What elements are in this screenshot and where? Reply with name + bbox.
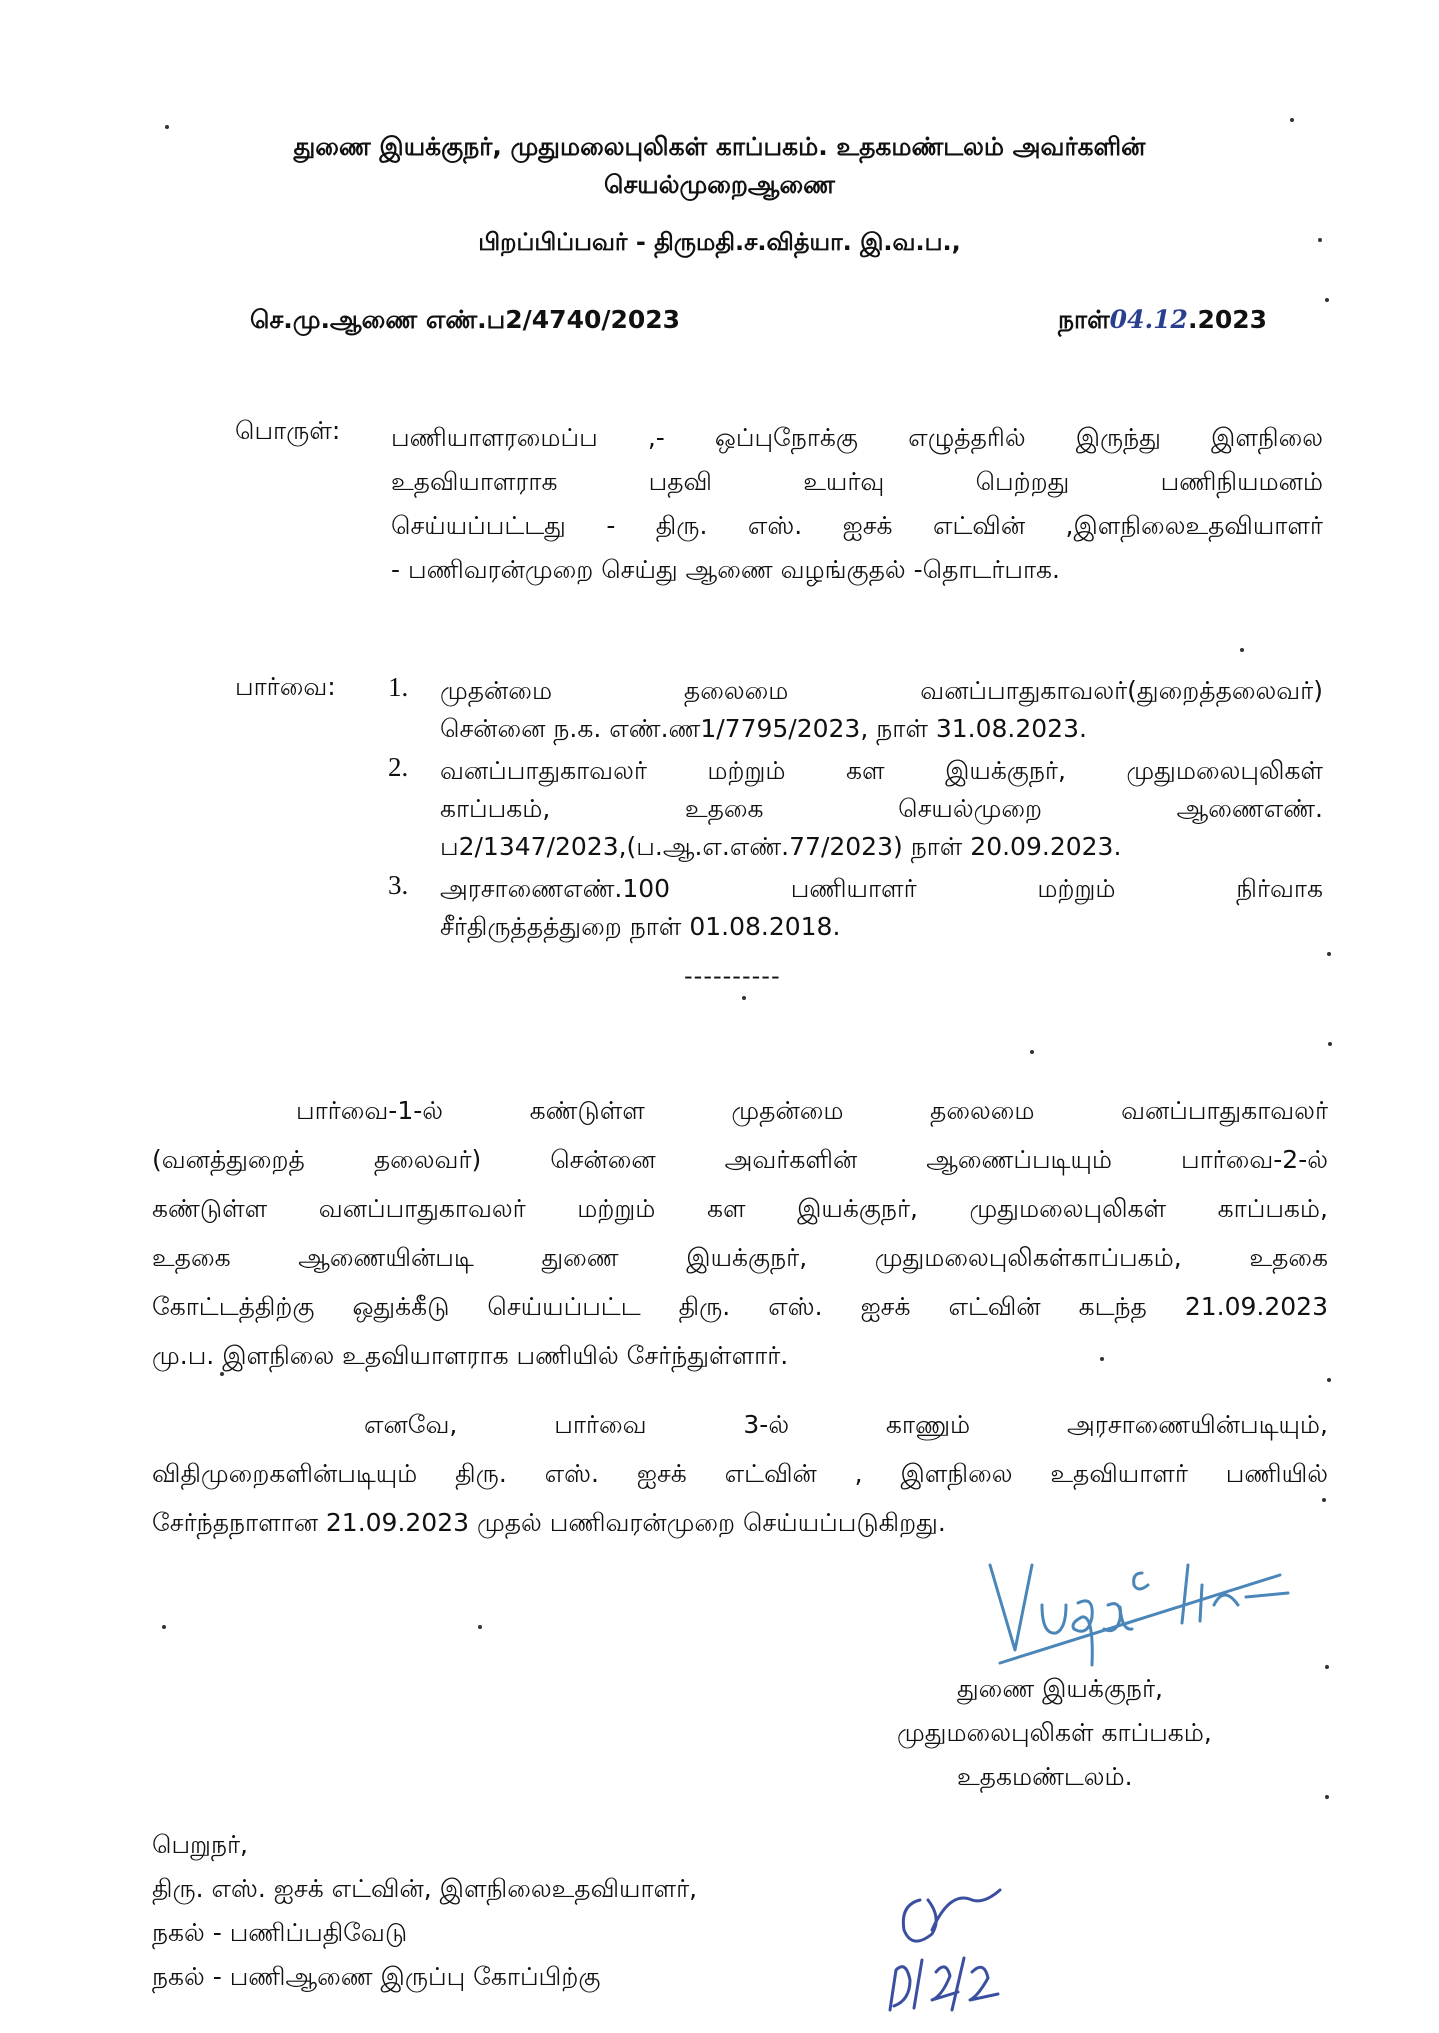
body-paragraph-2: [152, 1400, 1328, 1547]
references-label: பார்வை:: [235, 672, 336, 701]
copy-to-order-file: நகல் - பணிஆணை இருப்பு கோப்பிற்கு: [152, 1962, 601, 1991]
reference-line: ப2/1347/2023,(ப.ஆ.எ.எண்.77/2023) நாள் 20.09.2023.: [440, 832, 1122, 861]
body-paragraph-1: [152, 1086, 1328, 1380]
issued-by: பிறப்பிப்பவர் - திருமதி.ச.வித்யா. இ.வ.ப.,: [478, 228, 961, 256]
signatory-office: முதுமலைபுலிகள் காப்பகம்,: [897, 1718, 1212, 1747]
separator-line: ----------: [684, 962, 781, 990]
reference-line: அரசாணைஎண்.100 பணியாளர் மற்றும் நிர்வாக: [440, 874, 1323, 903]
order-number: செ.மு.ஆணை எண்.ப2/4740/2023: [250, 305, 681, 334]
references-list: [388, 672, 1323, 950]
body-line: மு.ப. இளநிலை உதவியாளராக பணியில் சேர்ந்துள்ளார்.: [152, 1341, 789, 1370]
reference-line: சீர்திருத்தத்துறை நாள் 01.08.2018.: [440, 912, 841, 941]
body-line: கோட்டத்திற்கு ஒதுக்கீடு செய்யப்பட்ட திரு. எஸ். ஐசக் எட்வின் கடந்த 21.09.2023: [152, 1292, 1328, 1321]
date-handwritten: 04.12: [1109, 305, 1188, 334]
body-line: சேர்ந்தநாளான 21.09.2023 முதல் பணிவரன்முறை செய்யப்படுகிறது.: [152, 1508, 946, 1537]
reference-item: [388, 672, 1323, 752]
recipient-label: பெறுநர்,: [152, 1830, 249, 1859]
order-title-line1: துணை இயக்குநர், முதுமலைபுலிகள் காப்பகம். உதகமண்டலம் அவர்களின்: [293, 132, 1146, 161]
subject-block: [391, 416, 1323, 592]
subject-label: பொருள்:: [235, 416, 341, 445]
date-year: .2023: [1187, 305, 1268, 334]
order-title-line2: செயல்முறைஆணை: [603, 170, 835, 199]
subject-line: செய்யப்பட்டது - திரு. எஸ். ஐசக் எட்வின் ,இளநிலைஉதவியாளர்: [391, 511, 1323, 540]
date-label: நாள்: [1058, 305, 1110, 334]
body-line: எனவே, பார்வை 3-ல் காணும் அரசாணையின்படியும்,: [364, 1410, 1328, 1439]
reference-number: 3.: [388, 870, 409, 900]
body-line: (வனத்துறைத் தலைவர்) சென்னை அவர்களின் ஆணைப்படியும் பார்வை-2-ல்: [152, 1145, 1328, 1174]
reference-line: வனப்பாதுகாவலர் மற்றும் கள இயக்குநர், முதுமலைபுலிகள்: [440, 756, 1323, 785]
subject-line: - பணிவரன்முறை செய்து ஆணை வழங்குதல் -தொடர்பாக.: [391, 555, 1060, 584]
body-line: பார்வை-1-ல் கண்டுள்ள முதன்மை தலைமை வனப்பாதுகாவலர்: [296, 1096, 1328, 1125]
reference-number: 1.: [388, 672, 409, 702]
subject-line: பணியாளரமைப்ப ,- ஒப்புநோக்கு எழுத்தரில் இருந்து இளநிலை: [391, 423, 1323, 452]
body-line: கண்டுள்ள வனப்பாதுகாவலர் மற்றும் கள இயக்குநர், முதுமலைபுலிகள் காப்பகம்,: [152, 1194, 1328, 1223]
reference-line: காப்பகம், உதகை செயல்முறை ஆணைஎண்.: [440, 794, 1323, 823]
body-line: உதகை ஆணையின்படி துணை இயக்குநர், முதுமலைபுலிகள்காப்பகம், உதகை: [152, 1243, 1328, 1272]
reference-item: [388, 870, 1323, 950]
reference-line: முதன்மை தலைமை வனப்பாதுகாவலர்(துறைத்தலைவர்): [440, 676, 1323, 705]
body-line: விதிமுறைகளின்படியும் திரு. எஸ். ஐசக் எட்வின் , இளநிலை உதவியாளர் பணியில்: [152, 1459, 1328, 1488]
order-date: [1058, 305, 1267, 338]
signature-icon: [970, 1545, 1300, 1675]
subject-line: உதவியாளராக பதவி உயர்வு பெற்றது பணிநியமனம்: [391, 467, 1323, 496]
copy-to-service-register: நகல் - பணிப்பதிவேடு: [152, 1918, 408, 1947]
reference-item: [388, 752, 1323, 870]
recipient-name: திரு. எஸ். ஐசக் எட்வின், இளநிலைஉதவியாளர்,: [152, 1874, 698, 1903]
signatory-designation: துணை இயக்குநர்,: [957, 1674, 1163, 1703]
reference-line: சென்னை ந.க. எண்.ண1/7795/2023, நாள் 31.08.2023.: [440, 714, 1087, 743]
reference-number: 2.: [388, 752, 409, 782]
signatory-place: உதகமண்டலம்.: [957, 1762, 1133, 1791]
initials-icon: [880, 1860, 1030, 2020]
